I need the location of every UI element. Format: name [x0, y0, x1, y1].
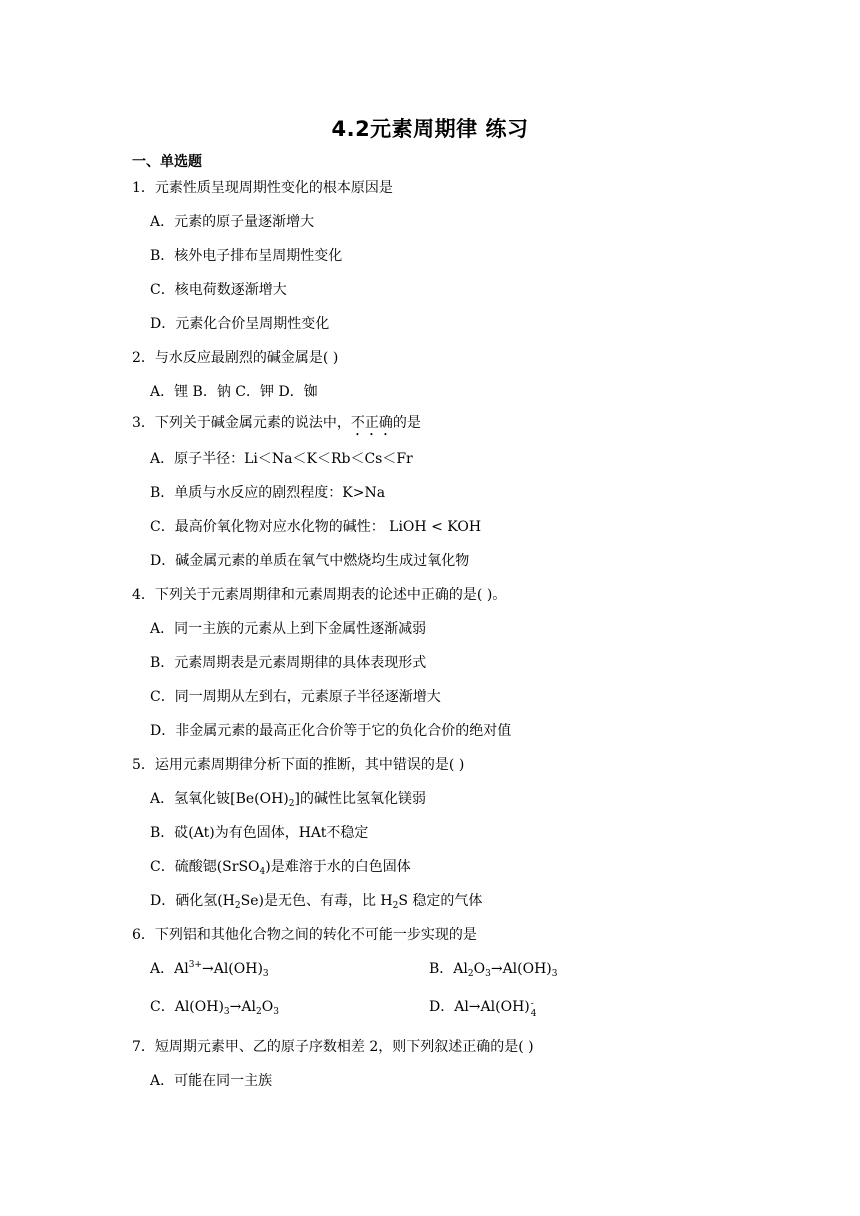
question-3-option-a: A．原子半径：Li＜Na＜K＜Rb＜Cs＜Fr — [150, 451, 413, 467]
question-6-option-d: D．Al→Al(OH) - 4 — [429, 999, 537, 1019]
section-heading: 一、单选题 — [132, 154, 202, 170]
question-7-stem: 7．短周期元素甲、乙的原子序数相差 2，则下列叙述正确的是( ) — [132, 1039, 534, 1055]
question-6-option-a: A．$Al^{3+}\to Al(OH)_3$ — [150, 960, 269, 979]
question-3-stem-suffix: 的是 — [392, 415, 421, 431]
question-4-option-d: D．非金属元素的最高正化合价等于它的负化合价的绝对值 — [150, 723, 512, 739]
question-4-stem: 4．下列关于元素周期律和元素周期表的论述中正确的是( )。 — [132, 587, 507, 603]
question-3-stem — [132, 414, 421, 439]
question-2-stem: 2．与水反应最剧烈的碱金属是( ) — [132, 350, 339, 366]
question-3-stem-prefix: 3．下列关于碱金属元素的说法中， — [132, 415, 351, 431]
question-4-option-a: A．同一主族的元素从上到下金属性逐渐减弱 — [150, 621, 427, 637]
question-4-option-b: B．元素周期表是元素周期律的具体表现形式 — [150, 655, 427, 671]
question-1-option-d: D．元素化合价呈周期性变化 — [150, 316, 330, 332]
question-6-stem: 6．下列铝和其他化合物之间的转化不可能一步实现的是 — [132, 927, 477, 943]
question-6-option-c: C．$Al(OH)_3\to Al_2O_3$ — [150, 999, 279, 1017]
question-1-option-a: A．元素的原子量逐渐增大 — [150, 214, 315, 230]
question-6-option-b: B．$Al_2O_3\to Al(OH)_3$ — [429, 961, 558, 979]
emphasis-text: 不正确 — [350, 415, 393, 431]
question-2-options: A．锂 B．钠 C．钾 D．铷 — [150, 384, 318, 400]
question-3-option-d: D．碱金属元素的单质在氧气中燃烧均生成过氧化物 — [150, 553, 470, 569]
question-5-option-c: C．硫酸锶(SrSO$_4$)是难溶于水的白色固体 — [150, 859, 411, 877]
question-1-option-c: C．核电荷数逐渐增大 — [150, 282, 287, 298]
question-1-stem: 1．元素性质呈现周期性变化的根本原因是 — [132, 180, 393, 196]
question-3-option-b: B．单质与水反应的剧烈程度：K>Na — [150, 485, 386, 501]
question-7-option-a: A．可能在同一主族 — [150, 1073, 273, 1089]
question-1-option-b: B．核外电子排布呈周期性变化 — [150, 248, 343, 264]
question-5-option-a: A．氢氧化铍$[Be(OH)_2]$的碱性比氢氧化镁弱 — [150, 791, 426, 809]
question-5-option-b: B．砹(At)为有色固体，HAt不稳定 — [150, 825, 369, 841]
question-5-stem: 5．运用元素周期律分析下面的推断，其中错误的是( ) — [132, 757, 465, 773]
question-5-option-d: D．硒化氢$(H_2Se)$是无色、有毒，比 $H_2S$ 稳定的气体 — [150, 893, 483, 911]
question-3-option-c: C．最高价氧化物对应水化物的碱性： LiOH < KOH — [150, 519, 482, 535]
question-4-option-c: C．同一周期从左到右，元素原子半径逐渐增大 — [150, 689, 441, 705]
document-title: 4.2元素周期律 练习 — [331, 117, 529, 141]
